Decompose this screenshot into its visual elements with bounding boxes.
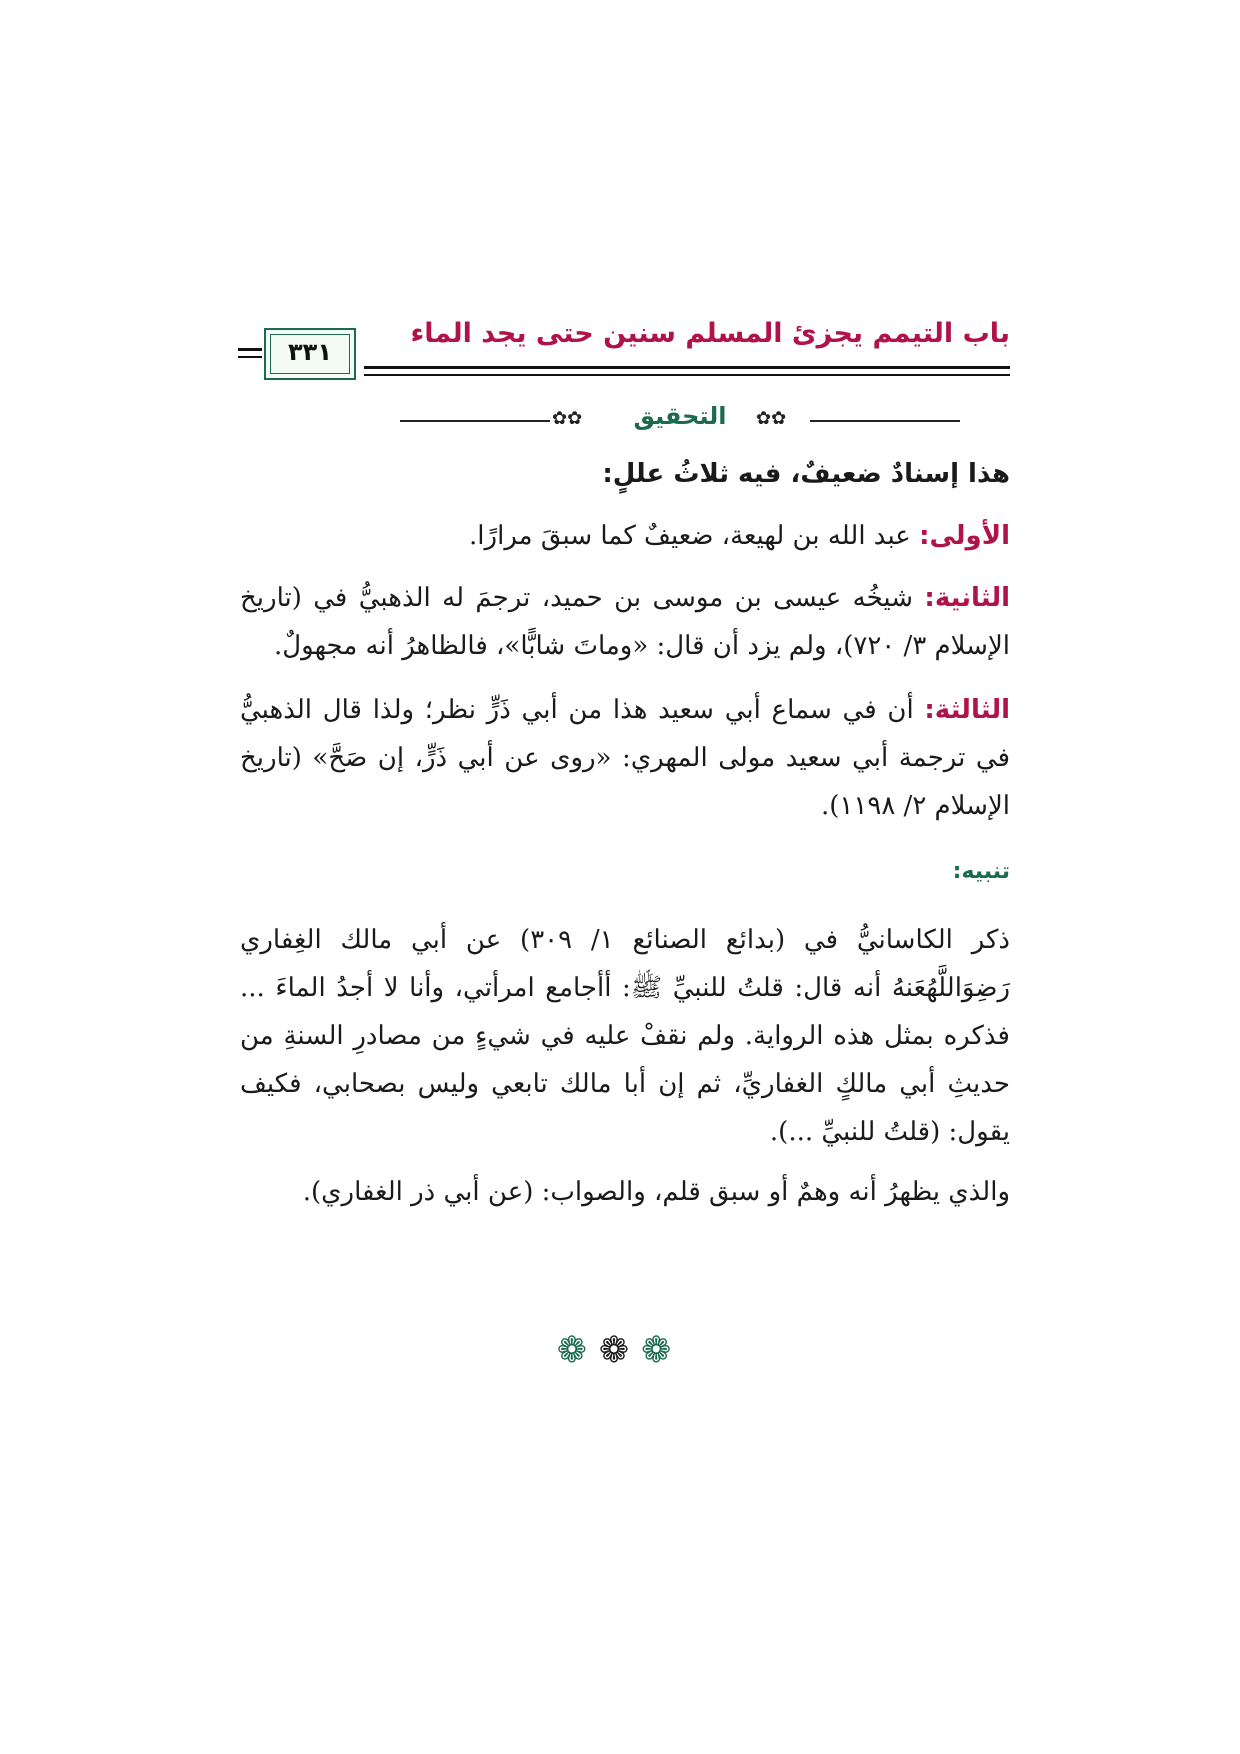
intro-text: هذا إسنادٌ ضعيفٌ، فيه ثلاثُ عللٍ: xyxy=(602,459,1010,489)
note-paragraph-2 xyxy=(240,1168,1010,1216)
ornament-right-icon: ✿✿ xyxy=(756,408,787,429)
section-title: التحقيق xyxy=(633,402,727,430)
section-line-right xyxy=(810,420,960,422)
flower-star-icon: ❁ xyxy=(641,1330,684,1371)
ornament-left-icon: ✿✿ xyxy=(552,408,583,429)
flower-star-icon: ❁ xyxy=(556,1330,599,1371)
end-ornament xyxy=(520,1330,720,1371)
section-line-left xyxy=(400,420,550,422)
note-label: تنبيه: xyxy=(952,859,1010,884)
first-label: الأولى: xyxy=(919,521,1010,551)
intro-line xyxy=(240,450,1010,498)
chapter-title: باب التيمم يجزئ المسلم سنين حتى يجد الماء xyxy=(410,318,1010,349)
header-rule-bottom xyxy=(364,374,1010,376)
second-defect xyxy=(240,574,1010,670)
note-paragraph-1 xyxy=(240,916,1010,1156)
note-text-2: والذي يظهرُ أنه وهمٌ أو سبق قلم، والصواب: (عن أبي ذر الغفاري). xyxy=(302,1177,1010,1207)
header-rule-top xyxy=(364,366,1010,369)
third-defect xyxy=(240,686,1010,830)
third-label: الثالثة: xyxy=(924,695,1010,725)
second-text: شيخُه عيسى بن موسى بن حميد، ترجمَ له الذهبيُّ في (تاريخ الإسلام ٣/ ٧٢٠)، ولم يزد أن قال: «وماتَ شابًّا»، فالظاهرُ أنه مجهولٌ. xyxy=(240,583,1010,661)
first-defect xyxy=(240,512,1010,560)
header-rule-left-top xyxy=(238,348,262,351)
third-text: أن في سماع أبي سعيد هذا من أبي ذَرٍّ نظر؛ ولذا قال الذهبيُّ في ترجمة أبي سعيد مولى المهري: «روى عن أبي ذَرٍّ، إن صَحَّ» (تاريخ الإسلام ٢/ ١١٩٨). xyxy=(240,695,1010,821)
header-rule-left-bottom xyxy=(238,356,262,358)
first-text: عبد الله بن لهيعة، ضعيفٌ كما سبقَ مرارًا. xyxy=(469,521,911,551)
page-number: ٣٣١ xyxy=(288,338,332,366)
second-label: الثانية: xyxy=(924,583,1011,613)
page-number-frame xyxy=(264,328,356,380)
page-header xyxy=(238,318,1010,388)
note-heading xyxy=(240,848,1010,896)
section-heading xyxy=(400,402,960,438)
note-text-1: ذكر الكاسانيُّ في (بدائع الصنائع ١/ ٣٠٩) عن أبي مالك الغِفاري رَضِوَاللَّهُعَنهُ أنه قال: قلتُ للنبيِّ ﷺ: أأجامع امرأتي، وأنا لا أجدُ الماءَ ... فذكره بمثل هذه الرواية. ولم نقفْ عليه في شيءٍ من مصادرِ السنةِ من حديثِ أبي مالكٍ الغفاريِّ، ثم إن أبا مالك تابعي وليس بصحابي، فكيف يقول: (قلتُ للنبيِّ ...). xyxy=(240,925,1010,1147)
flower-star-icon: ❁ xyxy=(598,1330,642,1371)
